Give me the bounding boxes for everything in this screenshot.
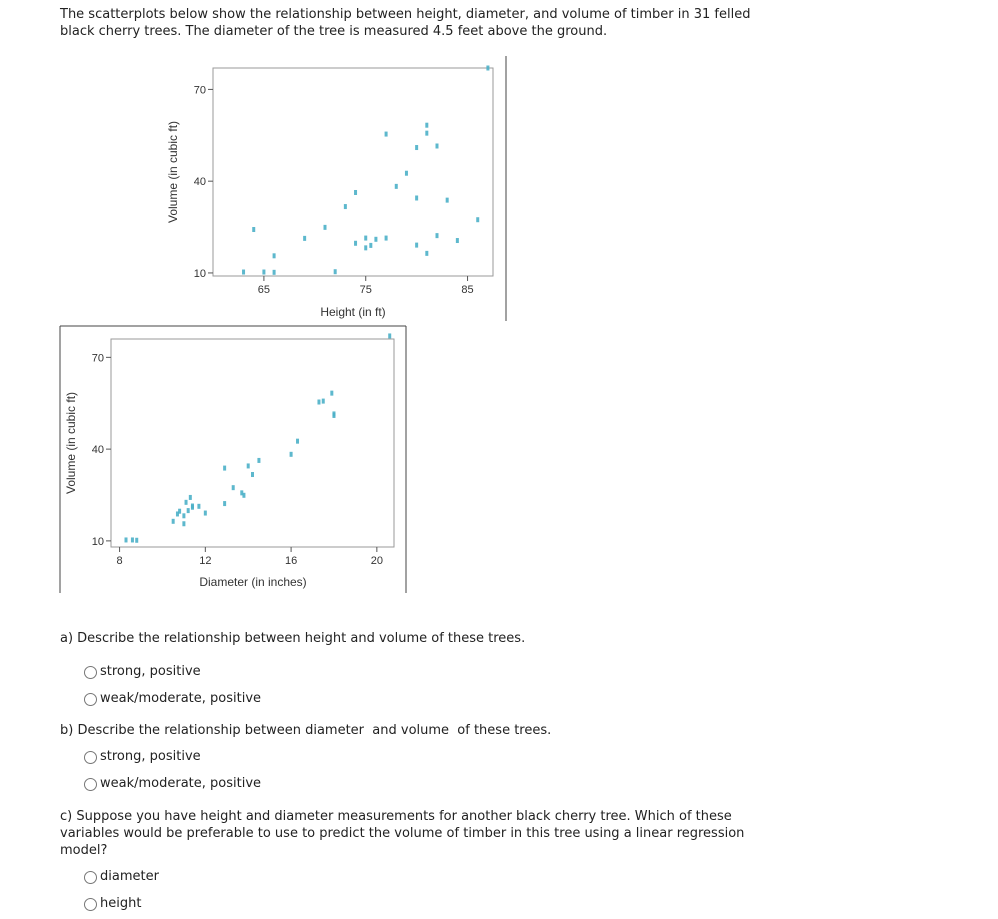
height-volume-data-point: [374, 237, 377, 242]
diameter-volume-data-point: [204, 511, 207, 516]
option-label: weak/moderate, positive: [100, 776, 262, 791]
height-volume-data-point: [303, 236, 306, 241]
height-volume-data-point: [369, 243, 372, 248]
height-volume-data-point: [446, 198, 449, 203]
height-volume-data-point: [242, 270, 245, 275]
diameter-volume-data-point: [317, 400, 320, 405]
height-volume-ylabel: Volume (in cubic ft): [166, 120, 180, 224]
height-volume-xtick-label: 75: [359, 284, 372, 296]
option-label: weak/moderate, positive: [100, 691, 262, 706]
height-volume-data-point: [354, 241, 357, 246]
intro-line-2: black cherry trees. The diameter of the tree is measured 4.5 feet above the ground.: [60, 24, 608, 39]
diameter-volume-ylabel: Volume (in cubic ft): [64, 391, 78, 495]
diameter-volume-data-point: [125, 537, 128, 542]
height-volume-data-point: [395, 184, 398, 189]
option-label: height: [100, 896, 142, 911]
radio-circle-icon[interactable]: [84, 898, 97, 911]
diameter-volume-plot-frame: [111, 339, 394, 547]
diameter-volume-data-point: [388, 333, 391, 338]
option-c-diameter[interactable]: [84, 869, 159, 885]
height-volume-data-point: [252, 227, 255, 232]
height-volume-data-point: [385, 236, 388, 241]
diameter-volume-ytick-label: 40: [91, 444, 104, 457]
height-volume-data-point: [436, 144, 439, 149]
option-a-strong-positive[interactable]: [84, 664, 201, 680]
diameter-volume-data-point: [197, 504, 200, 509]
diameter-volume-data-point: [290, 452, 293, 457]
option-label: strong, positive: [100, 664, 201, 679]
option-label: diameter: [100, 869, 159, 884]
diameter-volume-data-point: [187, 508, 190, 513]
height-volume-data-point: [425, 123, 428, 128]
height-volume-plot-frame: [213, 68, 493, 276]
diameter-volume-xtick-label: 20: [370, 555, 383, 567]
height-volume-data-point: [364, 245, 367, 250]
height-volume-ytick-label: 40: [193, 176, 206, 189]
height-volume-data-point: [273, 253, 276, 258]
diameter-volume-data-point: [185, 500, 188, 505]
height-volume-data-point: [262, 270, 265, 275]
intro-line-1: The scatterplots below show the relationship between height, diameter, and volume of timber in 31 felled: [60, 7, 751, 22]
diameter-volume-data-point: [223, 466, 226, 471]
diameter-volume-ytick-label: 70: [91, 352, 104, 365]
diameter-volume-data-point: [189, 495, 192, 500]
question-b-text: b) Describe the relationship between diameter and volume of these trees.: [60, 723, 552, 738]
height-volume-data-point: [436, 233, 439, 238]
height-volume-xtick-label: 65: [257, 284, 271, 296]
diameter-volume-data-point: [131, 537, 134, 542]
diameter-volume-data-point: [182, 521, 185, 526]
option-a-weak-moderate-positive[interactable]: [84, 691, 261, 707]
question-a-text: a) Describe the relationship between height and volume of these trees.: [60, 631, 526, 646]
diameter-volume-xtick-label: 12: [199, 555, 212, 567]
height-volume-chart: [166, 56, 506, 321]
height-volume-xtick-label: 85: [461, 284, 474, 296]
height-volume-data-point: [486, 66, 489, 71]
height-volume-data-point: [425, 131, 428, 136]
diameter-volume-data-point: [223, 501, 226, 506]
diameter-volume-data-point: [330, 391, 333, 396]
radio-circle-icon[interactable]: [84, 751, 97, 764]
diameter-volume-data-point: [296, 439, 299, 444]
diameter-volume-data-point: [247, 463, 250, 468]
height-volume-data-point: [405, 171, 408, 176]
diameter-volume-data-point: [182, 513, 185, 518]
diameter-volume-data-point: [191, 504, 194, 509]
question-a: [60, 630, 525, 647]
question-c-line-1: c) Suppose you have height and diameter measurements for another black cherry tree. Which of these: [60, 809, 732, 824]
height-volume-ytick-label: 10: [193, 267, 206, 280]
height-volume-data-point: [415, 196, 418, 201]
diameter-volume-data-point: [322, 399, 325, 404]
diameter-volume-xtick-label: 16: [284, 555, 298, 567]
question-c-line-2: variables would be preferable to use to predict the volume of timber in this tree using a linear regression: [60, 826, 745, 841]
diameter-volume-chart: [60, 326, 406, 593]
question-c: [60, 808, 820, 859]
option-b-strong-positive[interactable]: [84, 749, 201, 765]
height-volume-data-point: [334, 269, 337, 274]
height-volume-data-point: [456, 238, 459, 243]
diameter-volume-xlabel: Diameter (in inches): [199, 575, 307, 589]
radio-circle-icon[interactable]: [84, 693, 97, 706]
diameter-volume-ytick-label: 10: [91, 535, 104, 548]
diameter-volume-data-point: [332, 413, 335, 418]
diameter-volume-data-point: [242, 493, 245, 498]
diameter-volume-data-point: [251, 472, 254, 477]
option-label: strong, positive: [100, 749, 201, 764]
question-b: [60, 722, 551, 739]
height-volume-data-point: [344, 204, 347, 209]
radio-circle-icon[interactable]: [84, 871, 97, 884]
height-volume-data-point: [354, 190, 357, 195]
diameter-volume-data-point: [135, 538, 138, 543]
height-volume-data-point: [273, 270, 276, 275]
height-volume-data-point: [415, 145, 418, 150]
height-volume-data-point: [385, 132, 388, 137]
height-volume-data-point: [425, 251, 428, 256]
question-c-line-3: model?: [60, 843, 108, 858]
option-c-height[interactable]: [84, 896, 141, 912]
radio-circle-icon[interactable]: [84, 666, 97, 679]
height-volume-data-point: [324, 225, 327, 230]
diameter-volume-data-point: [232, 485, 235, 490]
diameter-volume-xtick-label: 8: [116, 555, 123, 567]
diameter-volume-data-point: [257, 458, 260, 463]
height-volume-data-point: [364, 236, 367, 241]
height-volume-data-point: [415, 243, 418, 248]
diameter-volume-data-point: [178, 509, 181, 514]
height-volume-ytick-label: 70: [193, 84, 206, 97]
height-volume-xlabel: Height (in ft): [320, 305, 386, 319]
radio-circle-icon[interactable]: [84, 778, 97, 791]
option-b-weak-moderate-positive[interactable]: [84, 776, 261, 792]
diameter-volume-data-point: [172, 519, 175, 524]
height-volume-data-point: [476, 217, 479, 222]
